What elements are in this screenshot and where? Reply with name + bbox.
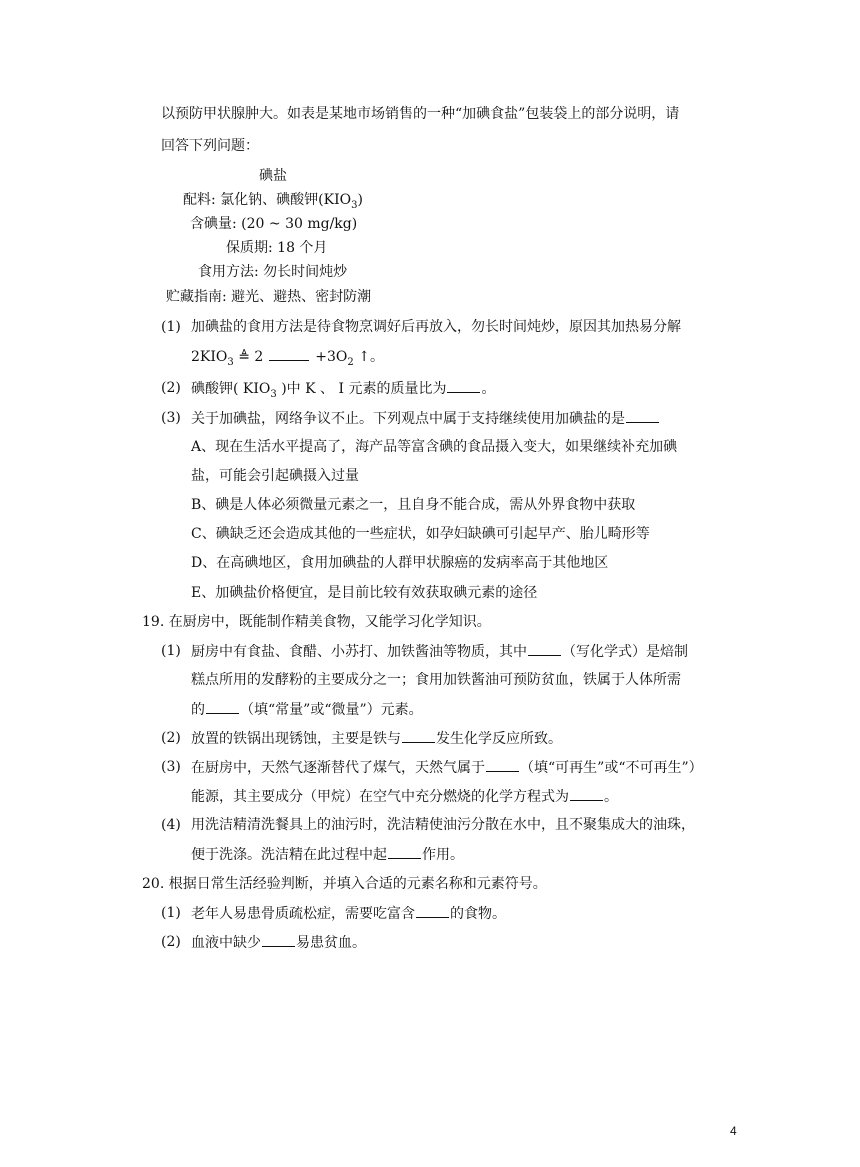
part-number: (3) [161, 410, 181, 426]
equation-part: ≜ 2 [233, 349, 264, 365]
label-ingredients [183, 190, 363, 216]
label-title: 碘盐 [259, 168, 287, 184]
label-value: (20 ~ 30 mg/kg) [236, 216, 358, 232]
label-value: 避光、避热、密封防潮 [226, 289, 372, 305]
text-seg: 能源，其主要成分（甲烷）在空气中充分燃烧的化学方程式为 [191, 789, 569, 805]
part-text [191, 757, 703, 778]
part-number: (1) [161, 905, 181, 921]
q19-part-1-line-2: 糕点所用的发酵粉的主要成分之一；食用加铁酱油可预防贫血，铁属于人体所需 [191, 672, 681, 688]
equation-part: ↑。 [353, 349, 384, 365]
text-seg: 关于加碘盐，网络争议不止。下列观点中属于支持继续使用加碘盐的是 [191, 411, 625, 427]
part-number: (1) [161, 319, 181, 335]
part-number: (4) [161, 817, 181, 833]
q19-part-3-line-2 [191, 786, 618, 807]
label-shelf-life [226, 238, 327, 258]
equation-part: 2KIO [191, 349, 228, 365]
text-seg: 厨房中有食盐、食醋、小苏打、加铁酱油等物质，其中 [191, 644, 527, 660]
part-text [191, 932, 366, 953]
answer-blank[interactable] [528, 641, 561, 656]
text-seg: （填“常量”或“微量”）元素。 [240, 702, 423, 718]
subscript: 3 [270, 388, 277, 400]
q18-option-d: D、在高碘地区，食用加碘盐的人群甲状腺癌的发病率高于其他地区 [191, 555, 609, 571]
subscript: 3 [351, 199, 358, 211]
text-seg: 在厨房中，天然气逐渐替代了煤气，天然气属于 [191, 760, 485, 776]
q20-title: 20. 根据日常生活经验判断，并填入合适的元素名称和元素符号。 [142, 876, 547, 892]
label-key: 配料: [183, 192, 216, 208]
part-text [191, 728, 562, 749]
subscript: 3 [227, 356, 234, 368]
q18-option-e: E、加碘盐价格便宜，是目前比较有效获取碘元素的途径 [191, 585, 538, 601]
q18-option-b: B、碘是人体必须微量元素之一，且自身不能合成，需从外界食物中获取 [191, 497, 636, 513]
text-seg: 便于洗涤。洗洁精在此过程中起 [191, 847, 387, 863]
text-seg: 发生化学反应所致。 [436, 731, 562, 747]
text-seg: )中 K 、 I 元素的质量比为 [276, 381, 447, 397]
answer-blank[interactable] [206, 699, 239, 714]
part-text: 用洗洁精清洗餐具上的油污时，洗洁精使油污分散在水中，且不聚集成大的油珠， [191, 817, 695, 833]
part-text [191, 641, 688, 662]
label-value: 18 个月 [272, 240, 328, 256]
part-number: (3) [161, 759, 181, 775]
part-text [191, 408, 660, 429]
label-key: 保质期: [226, 240, 273, 256]
text-seg: 的 [191, 702, 205, 718]
q18-option-a-cont: 盐，可能会引起碘摄入过量 [191, 468, 359, 484]
label-key: 贮藏指南: [166, 289, 227, 305]
text-seg: 老年人易患骨质疏松症，需要吃富含 [191, 906, 415, 922]
text-seg: 的食物。 [450, 906, 506, 922]
answer-blank[interactable] [570, 786, 603, 801]
text-seg: 作用。 [422, 847, 464, 863]
answer-blank[interactable] [626, 408, 659, 423]
label-storage [166, 287, 371, 307]
answer-blank[interactable] [388, 844, 421, 859]
part-number: (2) [161, 730, 181, 746]
part-number: (2) [161, 380, 181, 396]
text-seg: 易患贫血。 [296, 935, 366, 951]
part-text [191, 378, 495, 405]
text-seg: 放置的铁锅出现锈蚀，主要是铁与 [191, 731, 401, 747]
equation-part: +3O [315, 349, 348, 365]
text-seg: 血液中缺少 [191, 935, 261, 951]
answer-blank[interactable] [486, 757, 519, 772]
intro-line-2: 回答下列问题： [161, 138, 259, 154]
part-number: (2) [161, 934, 181, 950]
text-seg: 。 [481, 381, 496, 397]
label-value: 氯化钠、碘酸钾(KIO [215, 192, 352, 208]
label-iodine [190, 214, 357, 234]
q19-part-1-line-3 [191, 699, 423, 720]
answer-blank[interactable] [262, 932, 295, 947]
label-value: ) [357, 192, 363, 208]
text-seg: 碘酸钾( KIO [191, 381, 271, 397]
text-seg: 。 [604, 789, 618, 805]
label-usage [198, 262, 347, 282]
answer-blank[interactable] [269, 346, 309, 361]
intro-line-1: 以预防甲状腺肿大。如表是某地市场销售的一种“加碘食盐”包装袋上的部分说明，请 [161, 106, 680, 122]
page-number: 4 [730, 1124, 737, 1138]
q18-option-c: C、碘缺乏还会造成其他的一些症状，如孕妇缺碘可引起早产、胎儿畸形等 [191, 526, 650, 542]
label-value: 勿长时间炖炒 [258, 264, 348, 280]
label-key: 含碘量: [190, 216, 237, 232]
answer-blank[interactable] [416, 903, 449, 918]
subscript: 2 [347, 356, 354, 368]
text-seg: （填“可再生”或“不可再生”） [520, 760, 703, 776]
q18-equation [191, 346, 384, 373]
label-key: 食用方法: [198, 264, 259, 280]
q19-title: 19. 在厨房中，既能制作精美食物，又能学习化学知识。 [142, 614, 491, 630]
q19-part-4-line-2 [191, 844, 464, 865]
answer-blank[interactable] [402, 728, 435, 743]
part-number: (1) [161, 643, 181, 659]
part-text [191, 903, 506, 924]
part-text: 加碘盐的食用方法是待食物烹调好后再放入，勿长时间炖炒，原因其加热易分解 [191, 319, 681, 335]
answer-blank[interactable] [447, 378, 480, 393]
text-seg: （写化学式）是焙制 [562, 644, 688, 660]
q18-option-a: A、现在生活水平提高了，海产品等富含碘的食品摄入变大，如果继续补充加碘 [191, 439, 678, 455]
